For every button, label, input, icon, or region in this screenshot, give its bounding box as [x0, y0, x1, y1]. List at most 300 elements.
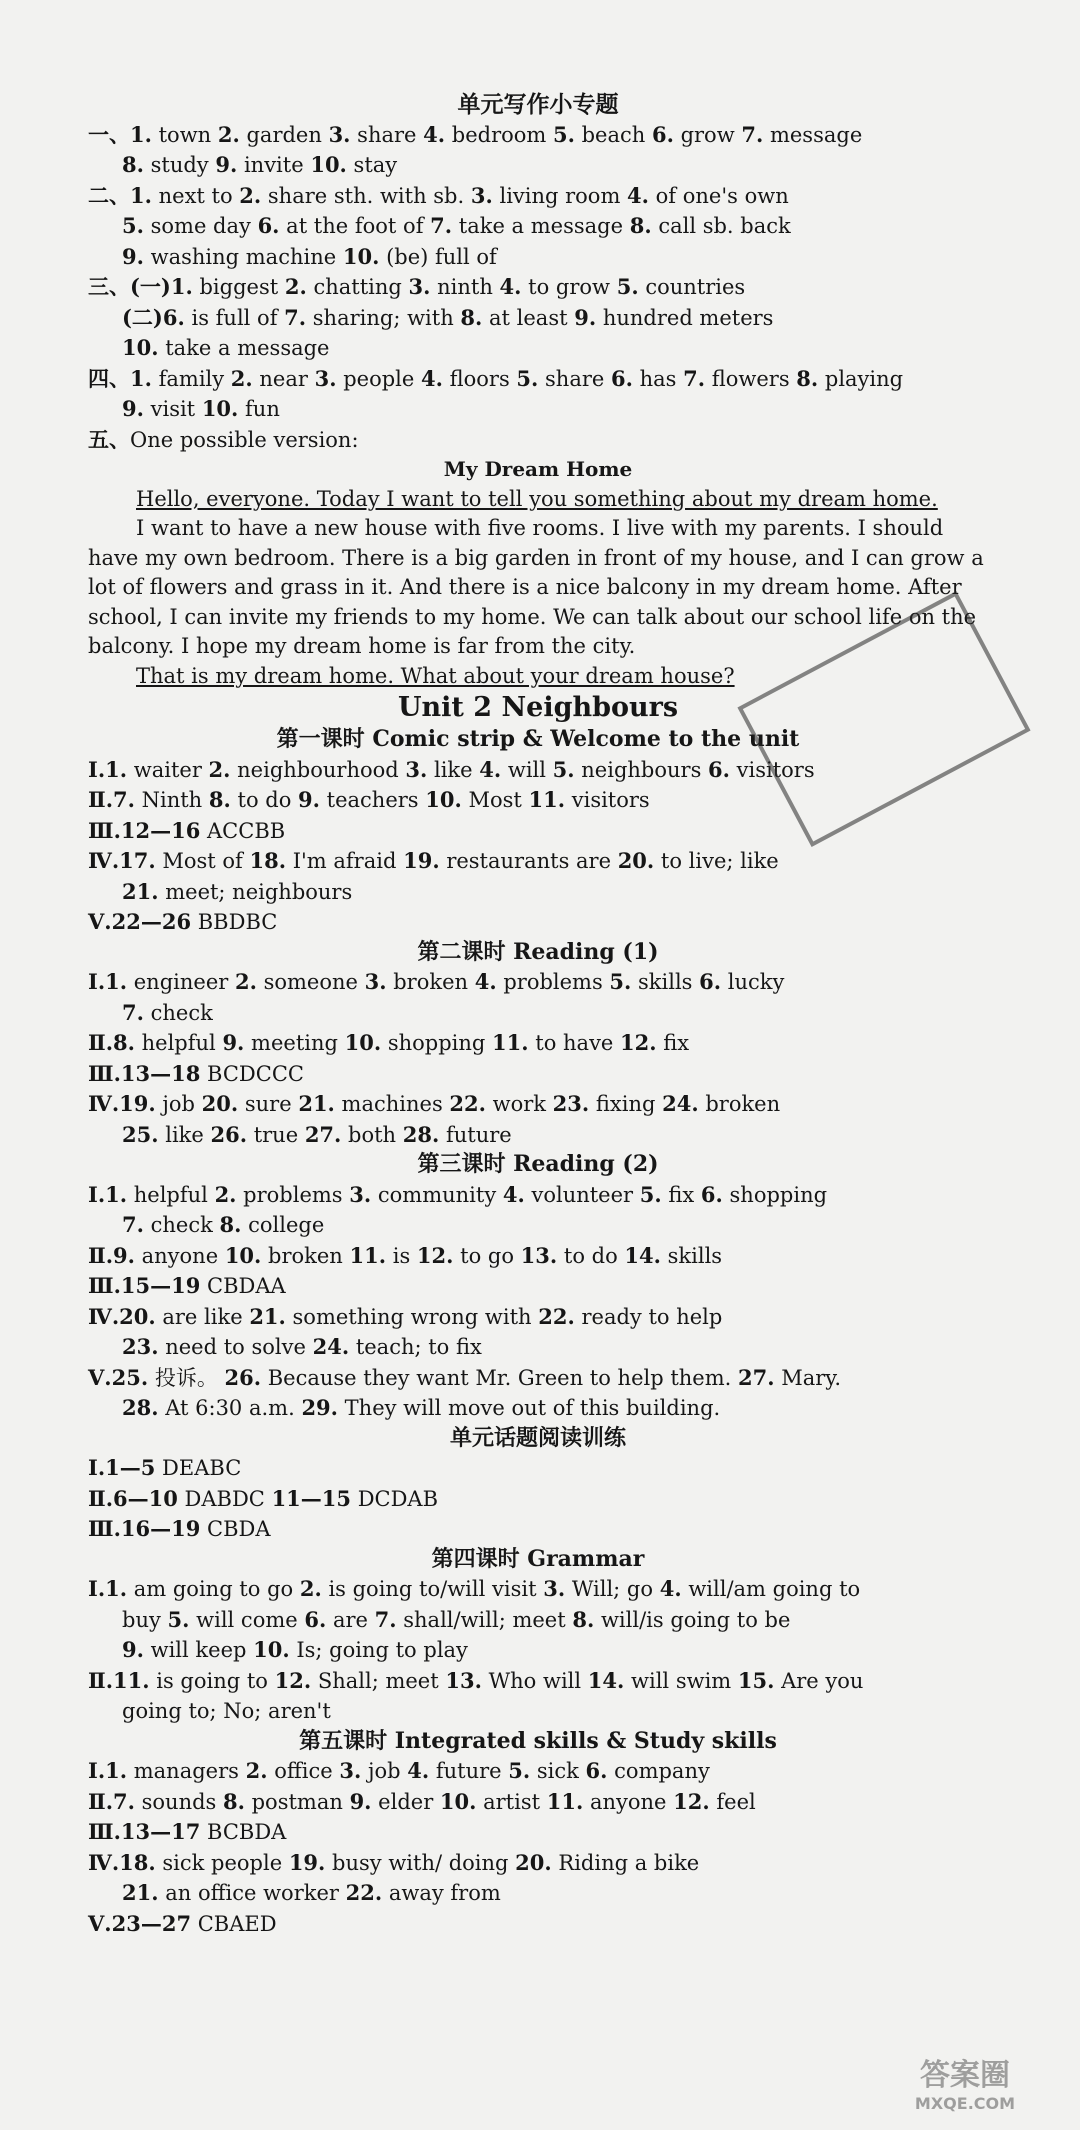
answer-text: broken [698, 1092, 781, 1116]
question-number: 5. [639, 1181, 662, 1207]
answer-line [88, 1059, 988, 1090]
answer-text: neighbours [574, 757, 709, 782]
answer-text: Shall; meet [311, 1668, 446, 1693]
answer-text: beach [574, 122, 652, 147]
answer-text: skills [660, 1243, 723, 1268]
question-number: 11—15 [271, 1485, 352, 1511]
answer-text: lucky [721, 970, 785, 994]
question-number: 2. [245, 1758, 268, 1783]
answer-line [88, 1271, 988, 1302]
question-group-label: Ⅲ. [88, 1060, 121, 1086]
question-number: 16—19 [120, 1516, 201, 1541]
answer-text: work [485, 1092, 553, 1116]
question-group-label: Ⅴ. [88, 909, 112, 934]
lesson-answers [88, 1453, 988, 1545]
question-number: 3. [339, 1758, 362, 1783]
answer-line [88, 998, 988, 1029]
question-number: 10. [224, 1242, 262, 1268]
answer-line [88, 1302, 988, 1333]
answer-line [88, 1878, 988, 1909]
question-number: 8. [572, 1606, 595, 1632]
question-number: 22. [538, 1303, 575, 1329]
answer-text: office [267, 1759, 340, 1783]
answer-text: ready to help [574, 1304, 723, 1329]
lesson-title: 第三课时 Reading (2) [417, 1151, 659, 1177]
question-number: 10. [342, 243, 380, 269]
answer-text: family [151, 366, 231, 391]
watermark-line2: MXQE.COM [914, 2094, 1016, 2113]
answer-text: shopping [381, 1031, 493, 1055]
answer-text: next to [151, 183, 240, 208]
question-number: 5. [122, 213, 144, 238]
answer-text: will/am going to [681, 1577, 861, 1601]
answer-text: to grow [521, 275, 617, 299]
answer-text: at least [482, 305, 575, 330]
answer-line [88, 1756, 988, 1787]
answer-text: share [538, 366, 611, 391]
answer-text: need to solve [158, 1335, 313, 1359]
question-number: 13—18 [120, 1060, 201, 1086]
answer-text: Who will [481, 1668, 588, 1693]
question-group-label: Ⅰ. [88, 969, 106, 994]
lesson-title: 单元话题阅读训练 [449, 1424, 626, 1451]
answer-text: message [763, 122, 863, 147]
answer-line [88, 150, 988, 181]
question-number: 7. [113, 1788, 135, 1814]
question-number: 9. [298, 787, 320, 812]
answer-line [88, 1514, 988, 1545]
question-number: 20. [119, 1303, 156, 1329]
answer-text: machines [334, 1092, 450, 1116]
answer-text: check [143, 1213, 220, 1237]
answer-text: DABDC [177, 1486, 272, 1511]
question-group-label: 四、 [88, 365, 130, 391]
answer-line [88, 1453, 988, 1484]
lesson-answers [88, 1574, 988, 1727]
answer-text: stay [346, 153, 398, 177]
answer-line [88, 1028, 988, 1059]
question-number: 23. [552, 1091, 590, 1116]
question-number: 20. [617, 848, 655, 873]
question-number: 12. [416, 1242, 454, 1268]
question-number: 4. [407, 1758, 430, 1783]
answer-text: of one's own [648, 183, 789, 208]
unit-title: Unit 2 Neighbours [397, 692, 679, 723]
answer-text: take a message [158, 336, 330, 360]
answer-text: sounds [134, 1789, 223, 1814]
answer-line [88, 1120, 988, 1151]
lesson-answers [88, 1180, 988, 1424]
question-number: 21. [122, 1880, 159, 1905]
answer-text: fun [238, 397, 280, 421]
answer-text: will swim [624, 1668, 738, 1693]
answer-line [88, 1848, 988, 1879]
answer-text: to do [230, 788, 299, 812]
question-number: 2. [230, 365, 253, 391]
question-group-label: Ⅲ. [88, 1819, 121, 1844]
question-number: 6—10 [113, 1485, 178, 1511]
question-number: 13. [445, 1667, 482, 1693]
question-number: 8. [223, 1788, 245, 1814]
question-number: 4. [499, 274, 522, 299]
answer-text: away from [382, 1881, 501, 1905]
question-number: 6. [708, 756, 730, 782]
question-number: 6. [257, 213, 280, 238]
answer-text: skills [631, 970, 700, 994]
writing-answers [88, 120, 988, 456]
question-number: 1—5 [105, 1455, 156, 1480]
question-number: 9. [222, 1030, 245, 1055]
answer-text: teach; to fix [349, 1335, 482, 1359]
answer-text: washing machine [143, 244, 343, 269]
answer-text: to have [528, 1031, 621, 1055]
question-number: 23—27 [111, 1910, 192, 1936]
question-number: 2. [239, 182, 262, 208]
question-number: 5. [508, 1758, 531, 1783]
answer-text: elder [371, 1789, 440, 1814]
question-number: 22. [449, 1091, 486, 1116]
answer-text: DCDAB [351, 1486, 439, 1511]
answer-text: hundred meters [596, 305, 774, 330]
answer-text: playing [818, 366, 904, 391]
question-number: 19. [288, 1849, 326, 1875]
answer-line [88, 1574, 988, 1605]
question-number: 15—19 [120, 1273, 201, 1298]
question-number: 25. [122, 1121, 159, 1147]
answer-line [88, 303, 988, 334]
answer-text: One possible version: [130, 427, 359, 452]
answer-text: meet; neighbours [158, 879, 353, 904]
question-group-label: Ⅲ. [88, 1273, 121, 1298]
watermark-line1: 答案圈 [920, 2058, 1010, 2093]
lesson-answers [88, 1756, 988, 1939]
question-number: 10. [425, 787, 462, 812]
question-number: 2. [214, 1181, 237, 1207]
answer-text: sick [530, 1759, 586, 1783]
question-number: 3. [405, 756, 428, 782]
question-number: 4. [502, 1181, 525, 1207]
question-number: 11. [113, 1667, 150, 1693]
answer-text: artist [476, 1789, 547, 1814]
essay-paragraph-3: That is my dream home. What about your dream house? [136, 663, 735, 688]
question-number: 15. [737, 1667, 775, 1693]
answer-text: volunteer [524, 1182, 640, 1207]
answer-text: visit [143, 397, 202, 421]
answer-text: college [241, 1213, 325, 1237]
question-group-label: Ⅱ. [88, 787, 114, 812]
question-number: 26. [210, 1121, 248, 1147]
answer-text: Because they want Mr. Green to help them. [261, 1365, 739, 1390]
answer-text: helpful [134, 1031, 223, 1055]
answer-text: buy [122, 1607, 168, 1632]
answer-text: anyone [134, 1243, 225, 1268]
answer-text: take a message [452, 214, 630, 238]
answer-text: will come [189, 1607, 305, 1632]
answer-text: meeting [244, 1031, 345, 1055]
question-group-label: Ⅱ. [88, 1242, 114, 1268]
answer-text: company [607, 1759, 710, 1783]
answer-text: has [632, 366, 684, 391]
answer-line [88, 967, 988, 998]
question-number: 2. [217, 121, 240, 147]
question-number: 8. [460, 304, 483, 330]
question-number: 4. [474, 969, 497, 994]
answer-text: both [341, 1122, 403, 1147]
answer-text: near [252, 366, 315, 391]
question-number: 10. [439, 1788, 477, 1814]
question-number: 3. [364, 969, 387, 994]
question-group-label: Ⅱ. [88, 1667, 114, 1693]
answer-text: broken [386, 970, 475, 994]
question-number: 9. [113, 1242, 135, 1268]
answer-line [88, 1605, 988, 1636]
question-number: 10. [344, 1030, 382, 1055]
answer-text: will keep [143, 1638, 254, 1662]
question-number: 24. [312, 1334, 350, 1359]
answer-text: will [501, 757, 553, 782]
question-number: 1. [130, 365, 152, 391]
watermark-logo [870, 2050, 1060, 2120]
answer-text: CBAED [191, 1911, 277, 1936]
answer-text: am going to go [127, 1577, 300, 1601]
answer-text: invite [237, 153, 311, 177]
answer-line [88, 211, 988, 242]
question-group-label: 二、 [88, 182, 130, 208]
answer-text: I'm afraid [286, 849, 404, 873]
answer-text: true [247, 1122, 305, 1147]
question-number: 12—16 [120, 817, 201, 843]
question-number: 11. [528, 787, 566, 812]
question-group-label: Ⅲ. [88, 1516, 121, 1541]
answer-text: is going to [149, 1668, 275, 1693]
question-number: 1. [105, 1758, 128, 1783]
answer-text: 投诉。 [148, 1365, 225, 1390]
answer-text: Are you [774, 1668, 864, 1693]
question-number: 10. [310, 152, 347, 177]
question-number: 5. [516, 365, 539, 391]
question-number: 3. [328, 121, 351, 147]
answer-text: helpful [127, 1182, 215, 1207]
question-group-label: 三、(一) [88, 274, 171, 299]
answer-text: anyone [583, 1789, 674, 1814]
answer-line [88, 333, 988, 364]
question-number: 28. [402, 1121, 440, 1147]
answer-text: shall/will; meet [396, 1607, 573, 1632]
answer-line [88, 120, 988, 151]
answer-text: job [155, 1092, 202, 1116]
question-number: 14. [624, 1242, 661, 1268]
answer-text: floors [442, 366, 517, 391]
question-number: 1. [170, 274, 193, 299]
answer-text: is [386, 1243, 417, 1268]
answer-text: teachers [319, 788, 426, 812]
question-number: 28. [122, 1395, 159, 1420]
question-number: 7. [122, 1212, 144, 1237]
question-number: 2. [234, 969, 257, 994]
question-number: 10. [122, 335, 159, 360]
answer-text: fixing [589, 1092, 663, 1116]
question-number: 21. [298, 1091, 335, 1116]
lesson-title: 第五课时 Integrated skills & Study skills [299, 1727, 777, 1754]
answer-text: Riding a bike [551, 1850, 700, 1875]
question-number: 6. [651, 121, 674, 147]
answer-text: fix [661, 1182, 701, 1207]
question-number: 17. [119, 848, 156, 873]
question-number: 4. [421, 365, 443, 391]
question-number: 1. [105, 1576, 128, 1601]
answer-line [88, 364, 988, 395]
answer-text: study [143, 153, 216, 177]
answer-line [88, 272, 988, 303]
answer-text: engineer [127, 970, 235, 994]
answer-text: Is; going to play [289, 1638, 468, 1662]
question-number: 8. [113, 1030, 135, 1055]
question-group-label: Ⅳ. [88, 1091, 120, 1116]
essay-paragraph-1: Hello, everyone. Today I want to tell you something about my dream home. [136, 486, 938, 511]
answer-text: sick people [155, 1850, 289, 1875]
answer-line [88, 181, 988, 212]
question-group-label: Ⅱ. [88, 1788, 114, 1814]
answer-line [88, 1393, 988, 1424]
question-number: 8. [629, 213, 652, 238]
answer-line [88, 1089, 988, 1120]
answer-text: BCDCCC [200, 1061, 304, 1086]
answer-text: managers [127, 1759, 246, 1783]
question-number: 2. [284, 274, 307, 299]
answer-text: broken [261, 1243, 350, 1268]
answer-text: living room [492, 183, 628, 208]
answer-text: BBDBC [191, 910, 278, 934]
answer-text: ACCBB [200, 818, 286, 843]
question-number: 21. [122, 878, 159, 904]
question-number: 3. [470, 182, 493, 208]
answer-text: future [439, 1122, 512, 1147]
question-number: 25. [111, 1364, 149, 1390]
answer-text: something wrong with [285, 1304, 539, 1329]
answer-text: visitors [729, 757, 815, 782]
question-number: 7. [374, 1606, 397, 1632]
question-number: 8. [219, 1212, 242, 1237]
question-number: 7. [430, 213, 453, 238]
question-number: 9. [122, 243, 144, 269]
answer-sheet [88, 90, 988, 1939]
question-number: 5. [616, 274, 639, 299]
question-number: 27. [738, 1364, 775, 1390]
question-number: 20. [515, 1849, 552, 1875]
question-number: 3. [543, 1576, 566, 1601]
question-number: 26. [224, 1364, 262, 1390]
answer-text: community [371, 1182, 503, 1207]
answer-text: is going to/will visit [321, 1577, 544, 1601]
answer-text: Most [461, 788, 529, 812]
question-number: 5. [609, 969, 632, 994]
lesson-title: 第一课时 Comic strip & Welcome to the unit [276, 726, 800, 752]
question-number: 22. [345, 1880, 383, 1905]
answer-text: busy with/ doing [325, 1850, 516, 1875]
question-number: 9. [349, 1788, 372, 1814]
answer-line [88, 1332, 988, 1363]
answer-text: problems [496, 970, 610, 994]
answer-text: job [361, 1759, 408, 1783]
answer-text: Ninth [134, 788, 209, 812]
question-number: 8. [122, 152, 144, 177]
question-number: 8. [208, 787, 231, 812]
question-number: 3. [349, 1181, 372, 1207]
question-number: 8. [796, 365, 819, 391]
question-group-label: Ⅲ. [88, 817, 121, 843]
question-number: 20. [201, 1091, 239, 1116]
question-group-label: Ⅳ. [88, 1303, 120, 1329]
answer-text: going to; No; aren't [122, 1699, 331, 1723]
answer-text: Will; go [565, 1577, 660, 1601]
answer-line [88, 1696, 988, 1727]
question-group-label: Ⅰ. [88, 1455, 106, 1480]
question-number: 11. [349, 1242, 387, 1268]
question-number: 7. [284, 304, 307, 330]
question-number: 3. [408, 274, 431, 299]
answer-text: postman [244, 1789, 350, 1814]
answer-text: Mary. [774, 1365, 842, 1390]
answer-text: DEABC [155, 1456, 242, 1480]
answer-text: grow [673, 122, 742, 147]
answer-text: will/is going to be [594, 1607, 791, 1632]
answer-text: some day [143, 214, 258, 238]
question-number: 1. [130, 182, 152, 208]
question-number: 29. [301, 1395, 338, 1420]
question-number: 6. [700, 1181, 723, 1207]
question-number: 4. [423, 121, 446, 147]
question-group-label: 五、 [88, 426, 130, 452]
question-group-label: Ⅳ. [88, 848, 120, 873]
question-number: 7. [683, 365, 706, 391]
essay-paragraph-2: I want to have a new house with five rooms. I live with my parents. I should have my own bedroom. There is a big garden in front of my house, and I can grow a lot of flowers and grass in it. And there is a nice balcony in my dream home. After school, I can invite my friends to my home. We can talk about our school life on the balcony. I hope my dream home is far from the city. [88, 516, 984, 658]
answer-text: CBDA [200, 1517, 271, 1541]
question-number: 2. [208, 756, 231, 782]
answer-line [88, 1787, 988, 1818]
question-number: 12. [673, 1788, 710, 1814]
question-number: 6. [610, 365, 633, 391]
answer-text: future [429, 1759, 509, 1783]
answer-text: are [326, 1607, 375, 1632]
question-number: 9. [574, 304, 597, 330]
question-number: 2. [299, 1576, 322, 1601]
answer-text: problems [236, 1182, 350, 1207]
question-number: 4. [479, 756, 502, 782]
answer-text: like [158, 1122, 211, 1147]
question-group-label: Ⅰ. [88, 1181, 106, 1207]
writing-title: 单元写作小专题 [457, 91, 619, 118]
answer-text: sharing; with [306, 305, 461, 330]
answer-text: like [427, 757, 480, 782]
question-group-label: Ⅴ. [88, 1910, 112, 1936]
question-number: 13—17 [120, 1819, 201, 1844]
question-number: 22—26 [111, 909, 192, 934]
answer-text: (be) full of [379, 244, 497, 269]
question-number: 18. [249, 848, 287, 873]
answer-text: someone [256, 970, 365, 994]
answer-text: shopping [722, 1182, 828, 1207]
answer-line [88, 1210, 988, 1241]
question-number: 6. [304, 1606, 327, 1632]
question-number: 7. [741, 121, 764, 147]
question-number: 19. [119, 1091, 156, 1116]
question-number: 5. [552, 756, 575, 782]
answer-line [88, 1180, 988, 1211]
question-number: 10. [201, 396, 239, 421]
answer-line [88, 1484, 988, 1515]
question-group-label: Ⅱ. [88, 1485, 114, 1511]
answer-text: share [350, 122, 424, 147]
